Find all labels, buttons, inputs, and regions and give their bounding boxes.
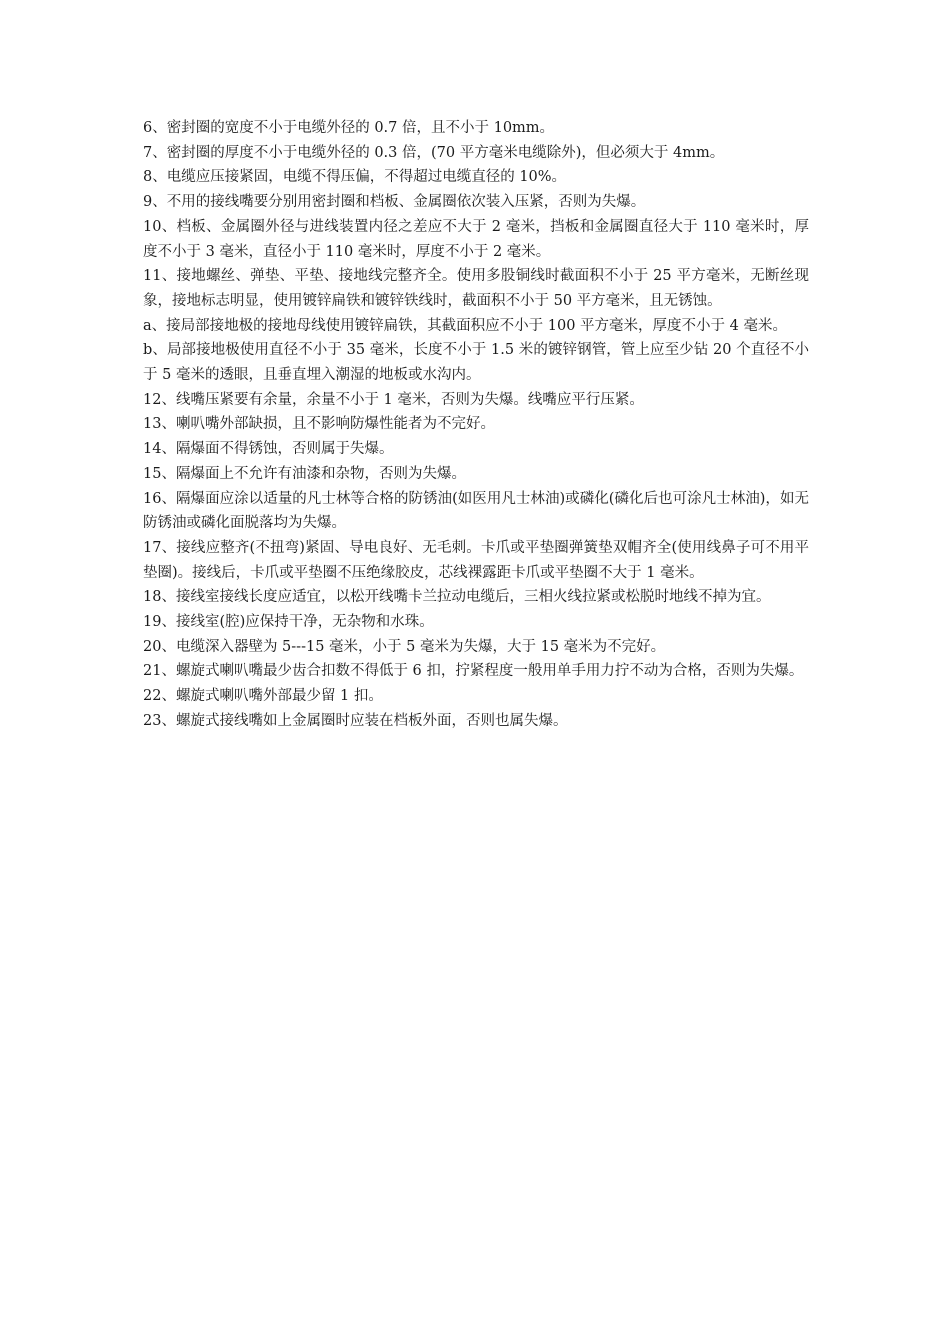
paragraph-item-8: 8、电缆应压接紧固，电缆不得压偏，不得超过电缆直径的 10%。	[143, 169, 567, 186]
paragraph-item-18: 18、接线室接线长度应适宜，以松开线嘴卡兰拉动电缆后，三相火线拉紧或松脱时地线不掉为宜。	[143, 589, 771, 606]
paragraph-item-14: 14、隔爆面不得锈蚀，否则属于失爆。	[143, 441, 394, 458]
paragraph-item-22: 22、螺旋式喇叭嘴外部最少留 1 扣。	[143, 688, 383, 705]
paragraph-item-19: 19、接线室(腔)应保持干净，无杂物和水珠。	[143, 614, 434, 631]
paragraph-item-20: 20、电缆深入器壁为 5---15 毫米，小于 5 毫米为失爆，大于 15 毫米为不完好。	[143, 638, 666, 655]
paragraph-item-7: 7、密封圈的厚度不小于电缆外径的 0.3 倍，(70 平方毫米电缆除外)，但必须大于 4mm。	[143, 144, 725, 161]
paragraph-item-11a: a、接局部接地极的接地母线使用镀锌扁铁，其截面积应不小于 100 平方毫米，厚度不小于 4 毫米。	[143, 317, 787, 334]
paragraph-item-21: 21、螺旋式喇叭嘴最少齿合扣数不得低于 6 扣，拧紧程度一般用单手用力拧不动为合格，否则为失爆。	[143, 663, 804, 680]
paragraph-item-13: 13、喇叭嘴外部缺损，且不影响防爆性能者为不完好。	[143, 416, 495, 433]
paragraph-item-9: 9、不用的接线嘴要分别用密封圈和档板、金属圈依次装入压紧，否则为失爆。	[143, 194, 646, 211]
paragraph-item-17: 17、接线应整齐(不扭弯)紧固、导电良好、无毛刺。卡爪或平垫圈弹簧垫双帽齐全(使用线鼻子可不用平垫圈)。接线后，卡爪或平垫圈不压绝缘胶皮，芯线裸露距卡爪或平垫圈不大于 1 毫米。	[143, 539, 809, 581]
document-body	[143, 116, 809, 734]
paragraph-item-10: 10、档板、金属圈外径与进线装置内径之差应不大于 2 毫米，挡板和金属圈直径大于 110 毫米时，厚度不小于 3 毫米，直径小于 110 毫米时，厚度不小于 2 毫米。	[143, 218, 809, 260]
paragraph-item-11b: b、局部接地极使用直径不小于 35 毫米，长度不小于 1.5 米的镀锌钢管，管上应至少钻 20 个直径不小于 5 毫米的透眼，且垂直埋入潮湿的地板或水沟内。	[143, 342, 809, 384]
paragraph-item-12: 12、线嘴压紧要有余量，余量不小于 1 毫米，否则为失爆。线嘴应平行压紧。	[143, 391, 644, 408]
paragraph-item-16: 16、隔爆面应涂以适量的凡士林等合格的防锈油(如医用凡士林油)或磷化(磷化后也可涂凡士林油)，如无防锈油或磷化面脱落均为失爆。	[143, 490, 809, 532]
paragraph-item-23: 23、螺旋式接线嘴如上金属圈时应装在档板外面，否则也属失爆。	[143, 712, 568, 729]
paragraph-item-15: 15、隔爆面上不允许有油漆和杂物，否则为失爆。	[143, 465, 466, 482]
paragraph-item-11: 11、接地螺丝、弹垫、平垫、接地线完整齐全。使用多股铜线时截面积不小于 25 平方毫米，无断丝现象，接地标志明显，使用镀锌扁铁和镀锌铁线时，截面积不小于 50 平方毫米，且无锈蚀。	[143, 268, 809, 309]
paragraph-item-6: 6、密封圈的宽度不小于电缆外径的 0.7 倍，且不小于 10mm。	[143, 120, 555, 136]
